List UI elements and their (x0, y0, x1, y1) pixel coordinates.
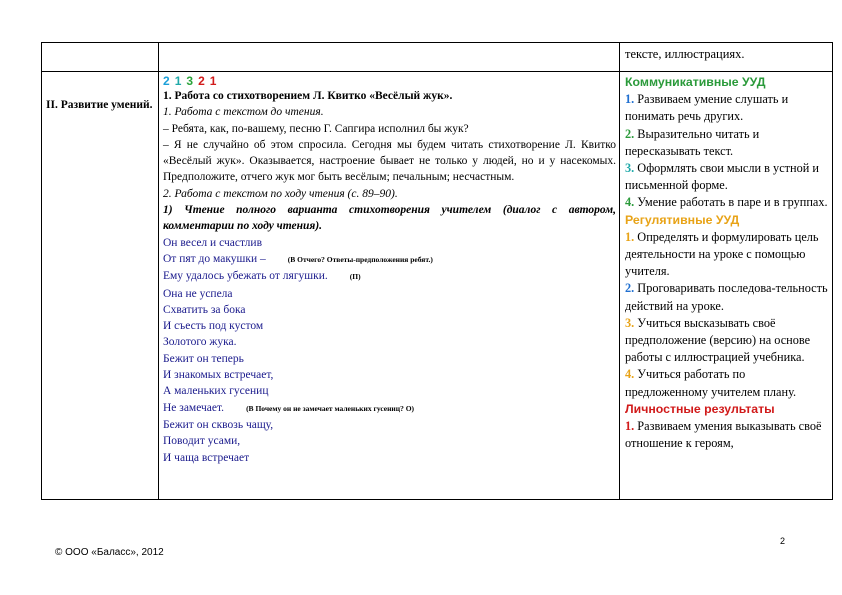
question-text: – Ребята, как, по-вашему, песню Г. Сапгира исполнил бы жук? (163, 122, 469, 135)
reg-uud-list (625, 229, 828, 401)
paragraph-text: – Я не случайно об этом спросила. Сегодня мы будем читать стихотворение Л. Квитко «Весёлый жук». Оказывается, настроение бывает не только у людей, но и у насекомых. Предположите, отчего жук мог быть весёлым; печальным; несчастным. (163, 138, 616, 184)
activity-heading: 1. Работа со стихотворением Л. Квитко «Весёлый жук». (163, 90, 453, 102)
poem-line-text: Бежит он сквозь чащу, (163, 418, 274, 431)
list-item-number: 1. (625, 419, 635, 434)
poem-line-text: Поводит усами, (163, 435, 241, 448)
teacher-note: (В Отчего? Ответы-предположения ребят.) (287, 254, 433, 264)
poem-line (163, 235, 616, 251)
list-item-number: 2. (625, 281, 635, 296)
table-cell (159, 43, 620, 72)
poem-line (163, 351, 616, 367)
list-item-text: Учиться работать по предложенному учителем плану. (625, 367, 797, 399)
list-item-text: Учиться высказывать своё предположение (версию) на основе работы с иллюстрацией учебника. (625, 315, 811, 365)
step-text: 1) Чтение полного варианта стихотворения учителем (диалог с автором, комментарии по ходу чтения). (163, 204, 616, 233)
number-badge: 2 (198, 74, 205, 88)
list-item-text: Оформлять свои мысли в устной и письменной форме. (625, 161, 819, 193)
reg-uud-header: Регулятивные УУД (625, 212, 740, 227)
poem-line (163, 251, 616, 268)
poem-line-text: И съесть под кустом (163, 320, 264, 333)
number-badge: 1 (174, 74, 182, 88)
poem-line-text: Схватить за бока (163, 303, 246, 316)
list-item (625, 229, 828, 281)
poem-line-text: Он весел и счастлив (163, 236, 263, 249)
list-item-number: 3. (625, 161, 635, 176)
list-item (625, 126, 828, 160)
poem-line-text: И знакомых встречает, (163, 369, 274, 382)
list-item-number: 4. (625, 195, 635, 210)
poem-line (163, 334, 616, 350)
activity-cell (159, 72, 620, 500)
poem-line-text: От пят до макушки – (163, 252, 266, 265)
table-row (42, 43, 833, 72)
table-cell (620, 43, 833, 72)
list-item (625, 280, 828, 314)
teacher-note: (П) (349, 272, 361, 282)
poem-line-text: Не замечает. (163, 401, 225, 414)
poem-line-text: А маленьких гусениц (163, 385, 269, 398)
list-item (625, 366, 828, 400)
list-item (625, 418, 828, 452)
list-item-text: Умение работать в паре и в группах. (634, 195, 828, 210)
poem-line-text: Бежит он теперь (163, 352, 244, 365)
comm-uud-header: Коммуникативные УУД (625, 75, 766, 89)
poem-line (163, 383, 616, 399)
list-item-text: Проговаривать последова-тельность действий на уроке. (625, 281, 828, 313)
poem-line (163, 302, 616, 318)
list-item (625, 194, 828, 211)
list-item-number: 1. (625, 229, 635, 244)
section-label: II. Развитие умений. (46, 99, 153, 111)
poem-line (163, 268, 616, 285)
list-item-number: 3. (625, 315, 635, 330)
list-item-number: 4. (625, 367, 635, 382)
copyright-text: © ООО «Баласс», 2012 (55, 547, 164, 558)
table-row (42, 72, 833, 500)
lesson-table (41, 42, 833, 500)
poem-line (163, 367, 616, 383)
cell-text: тексте, иллюстрациях. (625, 47, 745, 61)
poem-line (163, 318, 616, 334)
list-item-number: 1. (625, 92, 635, 107)
personal-results-list (625, 418, 828, 452)
section-cell (42, 72, 159, 500)
poem-line (163, 433, 616, 449)
poem-line-text: Золотого жука. (163, 336, 237, 349)
subheading-during-reading: 2. Работа с текстом по ходу чтения (с. 89–90). (163, 187, 398, 200)
subheading-before-reading: 1. Работа с текстом до чтения. (163, 106, 324, 119)
teacher-note: (В Почему он не замечает маленьких гусениц? О) (246, 403, 415, 413)
table-cell (42, 43, 159, 72)
list-item (625, 315, 828, 367)
list-item-number: 2. (625, 126, 635, 141)
number-badge: 3 (186, 74, 194, 88)
list-item (625, 91, 828, 125)
number-badge: 1 (209, 74, 217, 88)
comm-uud-list (625, 91, 828, 211)
outcomes-cell (620, 72, 833, 500)
list-item-text: Развиваем умения выказывать своё отношение к героям, (625, 419, 822, 451)
personal-results-header: Личностные результаты (625, 401, 775, 416)
poem (163, 235, 616, 466)
poem-line (163, 450, 616, 466)
poem-line (163, 286, 616, 302)
list-item-text: Развиваем умение слушать и понимать речь других. (625, 92, 789, 124)
page-number: 2 (780, 536, 786, 546)
poem-line-text: И чаща встречает (163, 451, 250, 464)
list-item-text: Определять и формулировать цель деятельности на уроке с помощью учителя. (625, 229, 819, 279)
list-item (625, 160, 828, 194)
poem-line (163, 400, 616, 417)
poem-line-text: Она не успела (163, 287, 233, 300)
number-badge: 2 (163, 74, 170, 88)
poem-line (163, 417, 616, 433)
group-numbers (163, 74, 616, 88)
poem-line-text: Ему удалось убежать от лягушки. (163, 270, 328, 283)
list-item-text: Выразительно читать и пересказывать текст. (625, 126, 760, 158)
